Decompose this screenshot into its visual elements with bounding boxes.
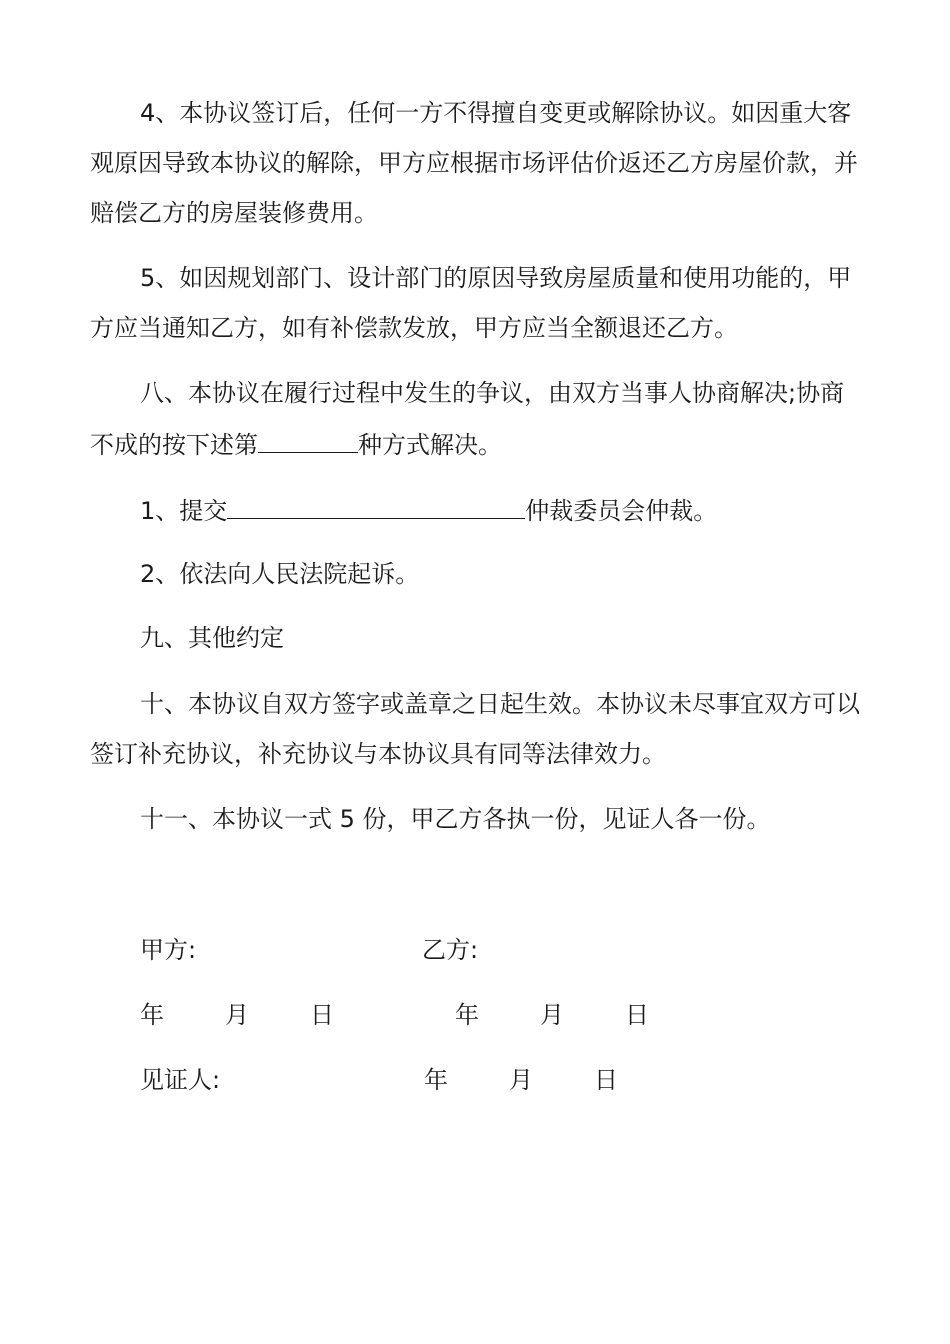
clause-5: 5、如因规划部门、设计部门的原因导致房屋质量和使用功能的，甲方应当通知乙方，如有补偿款发放，甲方应当全额退还乙方。 — [90, 264, 852, 342]
option-1-text: 1、提交 — [140, 497, 228, 525]
clause-8-option-2: 2、依法向人民法院起诉。 — [140, 560, 420, 588]
clause-8-text: 八、本协议在履行过程中发生的争议，由双方当事人协商解决;协商不成的按下述第 — [90, 379, 845, 459]
witness-date: 年 月 日 — [424, 1066, 619, 1094]
clause-8-text-end: 种方式解决。 — [358, 431, 502, 459]
party-b-label: 乙方: — [422, 936, 479, 964]
party-a-date: 年 月 日 — [140, 1001, 335, 1029]
clause-8-option-1 — [90, 484, 860, 536]
clause-11: 十一、本协议一式 5 份，甲乙方各执一份，见证人各一份。 — [140, 805, 771, 833]
method-number-blank — [258, 418, 358, 453]
clause-8 — [90, 368, 860, 470]
clause-4: 4、本协议签订后，任何一方不得擅自变更或解除协议。如因重大客观原因导致本协议的解除，甲方应根据市场评估价返还乙方房屋价款，并赔偿乙方的房屋装修费用。 — [90, 99, 858, 227]
arbitration-committee-blank — [227, 484, 525, 519]
witness-label: 见证人: — [140, 1066, 221, 1094]
clause-9: 九、其他约定 — [140, 624, 284, 652]
option-1-text-end: 仲裁委员会仲裁。 — [525, 497, 718, 525]
clause-10: 十、本协议自双方签字或盖章之日起生效。本协议未尽事宜双方可以签订补充协议，补充协议与本协议具有同等法律效力。 — [90, 690, 860, 768]
party-b-date: 年 月 日 — [455, 1001, 650, 1029]
party-a-label: 甲方: — [140, 936, 197, 964]
